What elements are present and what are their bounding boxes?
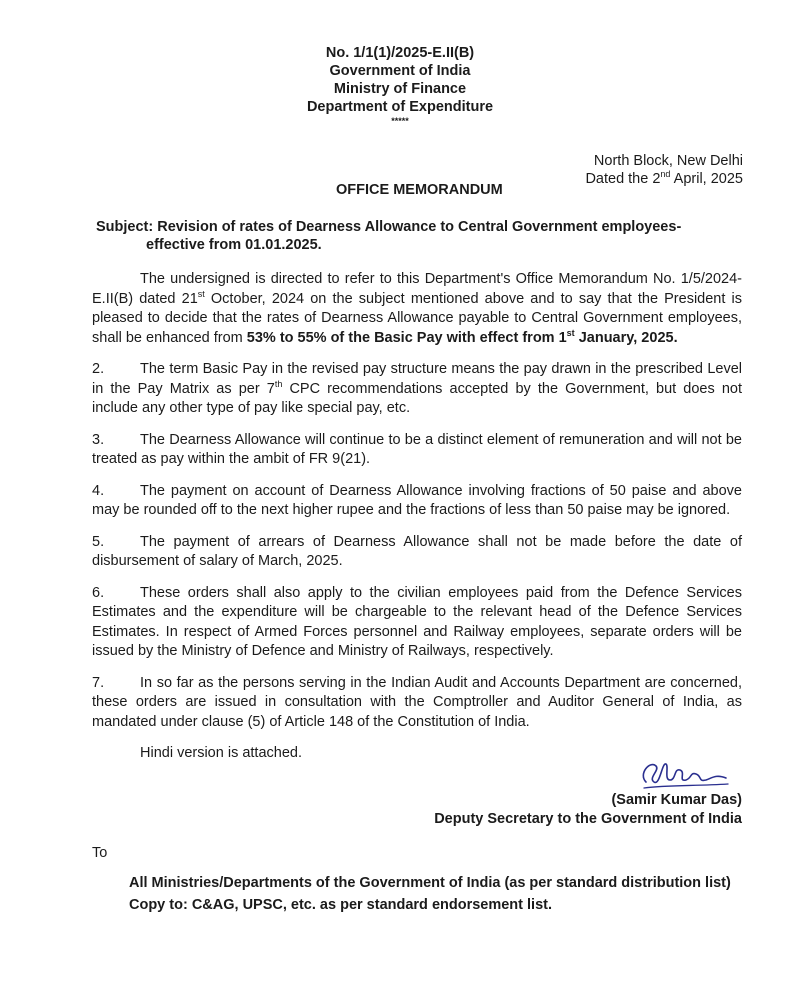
p3-number: 3.	[92, 431, 105, 448]
paragraph-1	[92, 270, 742, 348]
p6-text: These orders shall also apply to the civilian employees paid from the Defence Services Estimates and the expenditure will be chargeable to the relevant head of the Defence Services Estimates. In respect of Armed Forces personnel and Railway employees, separate orders will be issued by the Ministry of Defence and Ministry of Railways, respectively.	[92, 584, 742, 659]
p4-text: The payment on account of Dearness Allowance involving fractions of 50 paise and above may be rounded off to the next higher rupee and the fractions of less than 50 paise may be ignored.	[92, 482, 742, 518]
p1-text-a: The undersigned is directed to refer to this Department's Office Memorandum No. 1/5/2024-E.II(B) dated 21	[92, 271, 742, 307]
subject-label: Subject:	[96, 219, 154, 235]
distribution-line-1: All Ministries/Departments of the Government of India (as per standard distribution list)	[129, 875, 731, 891]
paragraph-5	[92, 533, 742, 572]
to-label: To	[92, 845, 108, 861]
letterhead	[0, 44, 800, 126]
date-superscript: nd	[660, 169, 671, 180]
p1-bold-a: 53% to 55% of the Basic Pay with effect from 1	[246, 329, 567, 346]
p6-number: 6.	[92, 584, 105, 601]
signature-image	[636, 752, 736, 792]
file-number: No. 1/1(1)/2025-E.II(B)	[325, 45, 475, 61]
p1-sup-a: st	[197, 288, 205, 299]
date-line	[585, 170, 743, 188]
p1-sup-b: st	[566, 327, 575, 338]
paragraph-2	[92, 360, 742, 419]
subject-block	[96, 218, 744, 254]
p1-text-b: October, 2024 on the subject mentioned above and to say that the President is pleased to decide that the rates of Dearness Allowance payable to Central Government employees, shall be enhanced from	[92, 290, 742, 346]
signatory-name: (Samir Kumar Das)	[611, 792, 742, 808]
subject-line-1: Revision of rates of Dearness Allowance to Central Government employees-	[157, 219, 682, 235]
p7-text: In so far as the persons serving in the Indian Audit and Accounts Department are concerned, these orders are issued in consultation with the Comptroller and Auditor General of India, as mandated under clause (5) of Article 148 of the Constitution of India.	[92, 674, 742, 730]
p5-text: The payment of arrears of Dearness Allowance shall not be made before the date of disbursement of salary of March, 2025.	[92, 533, 742, 569]
p5-number: 5.	[92, 533, 105, 550]
signature-stroke	[643, 764, 726, 783]
p2-text-a: The term Basic Pay in the revised pay structure means the pay drawn in the prescribed Level in the Pay Matrix as per 7	[92, 361, 742, 397]
memo-title: OFFICE MEMORANDUM	[336, 182, 503, 198]
signature-underline	[644, 784, 728, 788]
distribution-line-2: Copy to: C&AG, UPSC, etc. as per standard endorsement list.	[129, 897, 552, 913]
p2-number: 2.	[92, 361, 105, 377]
p7-number: 7.	[92, 674, 105, 691]
ministry-name: Ministry of Finance	[333, 81, 467, 97]
distribution-list	[129, 872, 731, 916]
date-prefix: Dated the 2	[585, 171, 661, 187]
paragraph-3	[92, 431, 742, 470]
p2-sup: th	[274, 378, 283, 389]
hindi-version-note: Hindi version is attached.	[140, 745, 302, 761]
location: North Block, New Delhi	[593, 153, 743, 169]
p4-number: 4.	[92, 482, 105, 499]
paragraph-4	[92, 482, 742, 521]
department-name: Department of Expenditure	[306, 99, 494, 115]
p2-text-b: CPC recommendations accepted by the Government, but does not include any other type of pay like special pay, etc.	[92, 380, 742, 416]
header-stars: *****	[391, 116, 409, 126]
place-and-date	[585, 152, 743, 188]
signatory-designation: Deputy Secretary to the Government of India	[434, 811, 742, 827]
subject-line-2: effective from 01.01.2025.	[146, 237, 322, 253]
paragraph-7	[92, 674, 742, 733]
p1-bold-b: January, 2025.	[574, 329, 678, 346]
p3-text: The Dearness Allowance will continue to be a distinct element of remuneration and will not be treated as pay within the ambit of FR 9(21).	[92, 431, 742, 467]
government-name: Government of India	[329, 63, 471, 79]
paragraph-6	[92, 584, 742, 662]
date-suffix: April, 2025	[670, 171, 743, 187]
memo-body	[92, 270, 742, 764]
